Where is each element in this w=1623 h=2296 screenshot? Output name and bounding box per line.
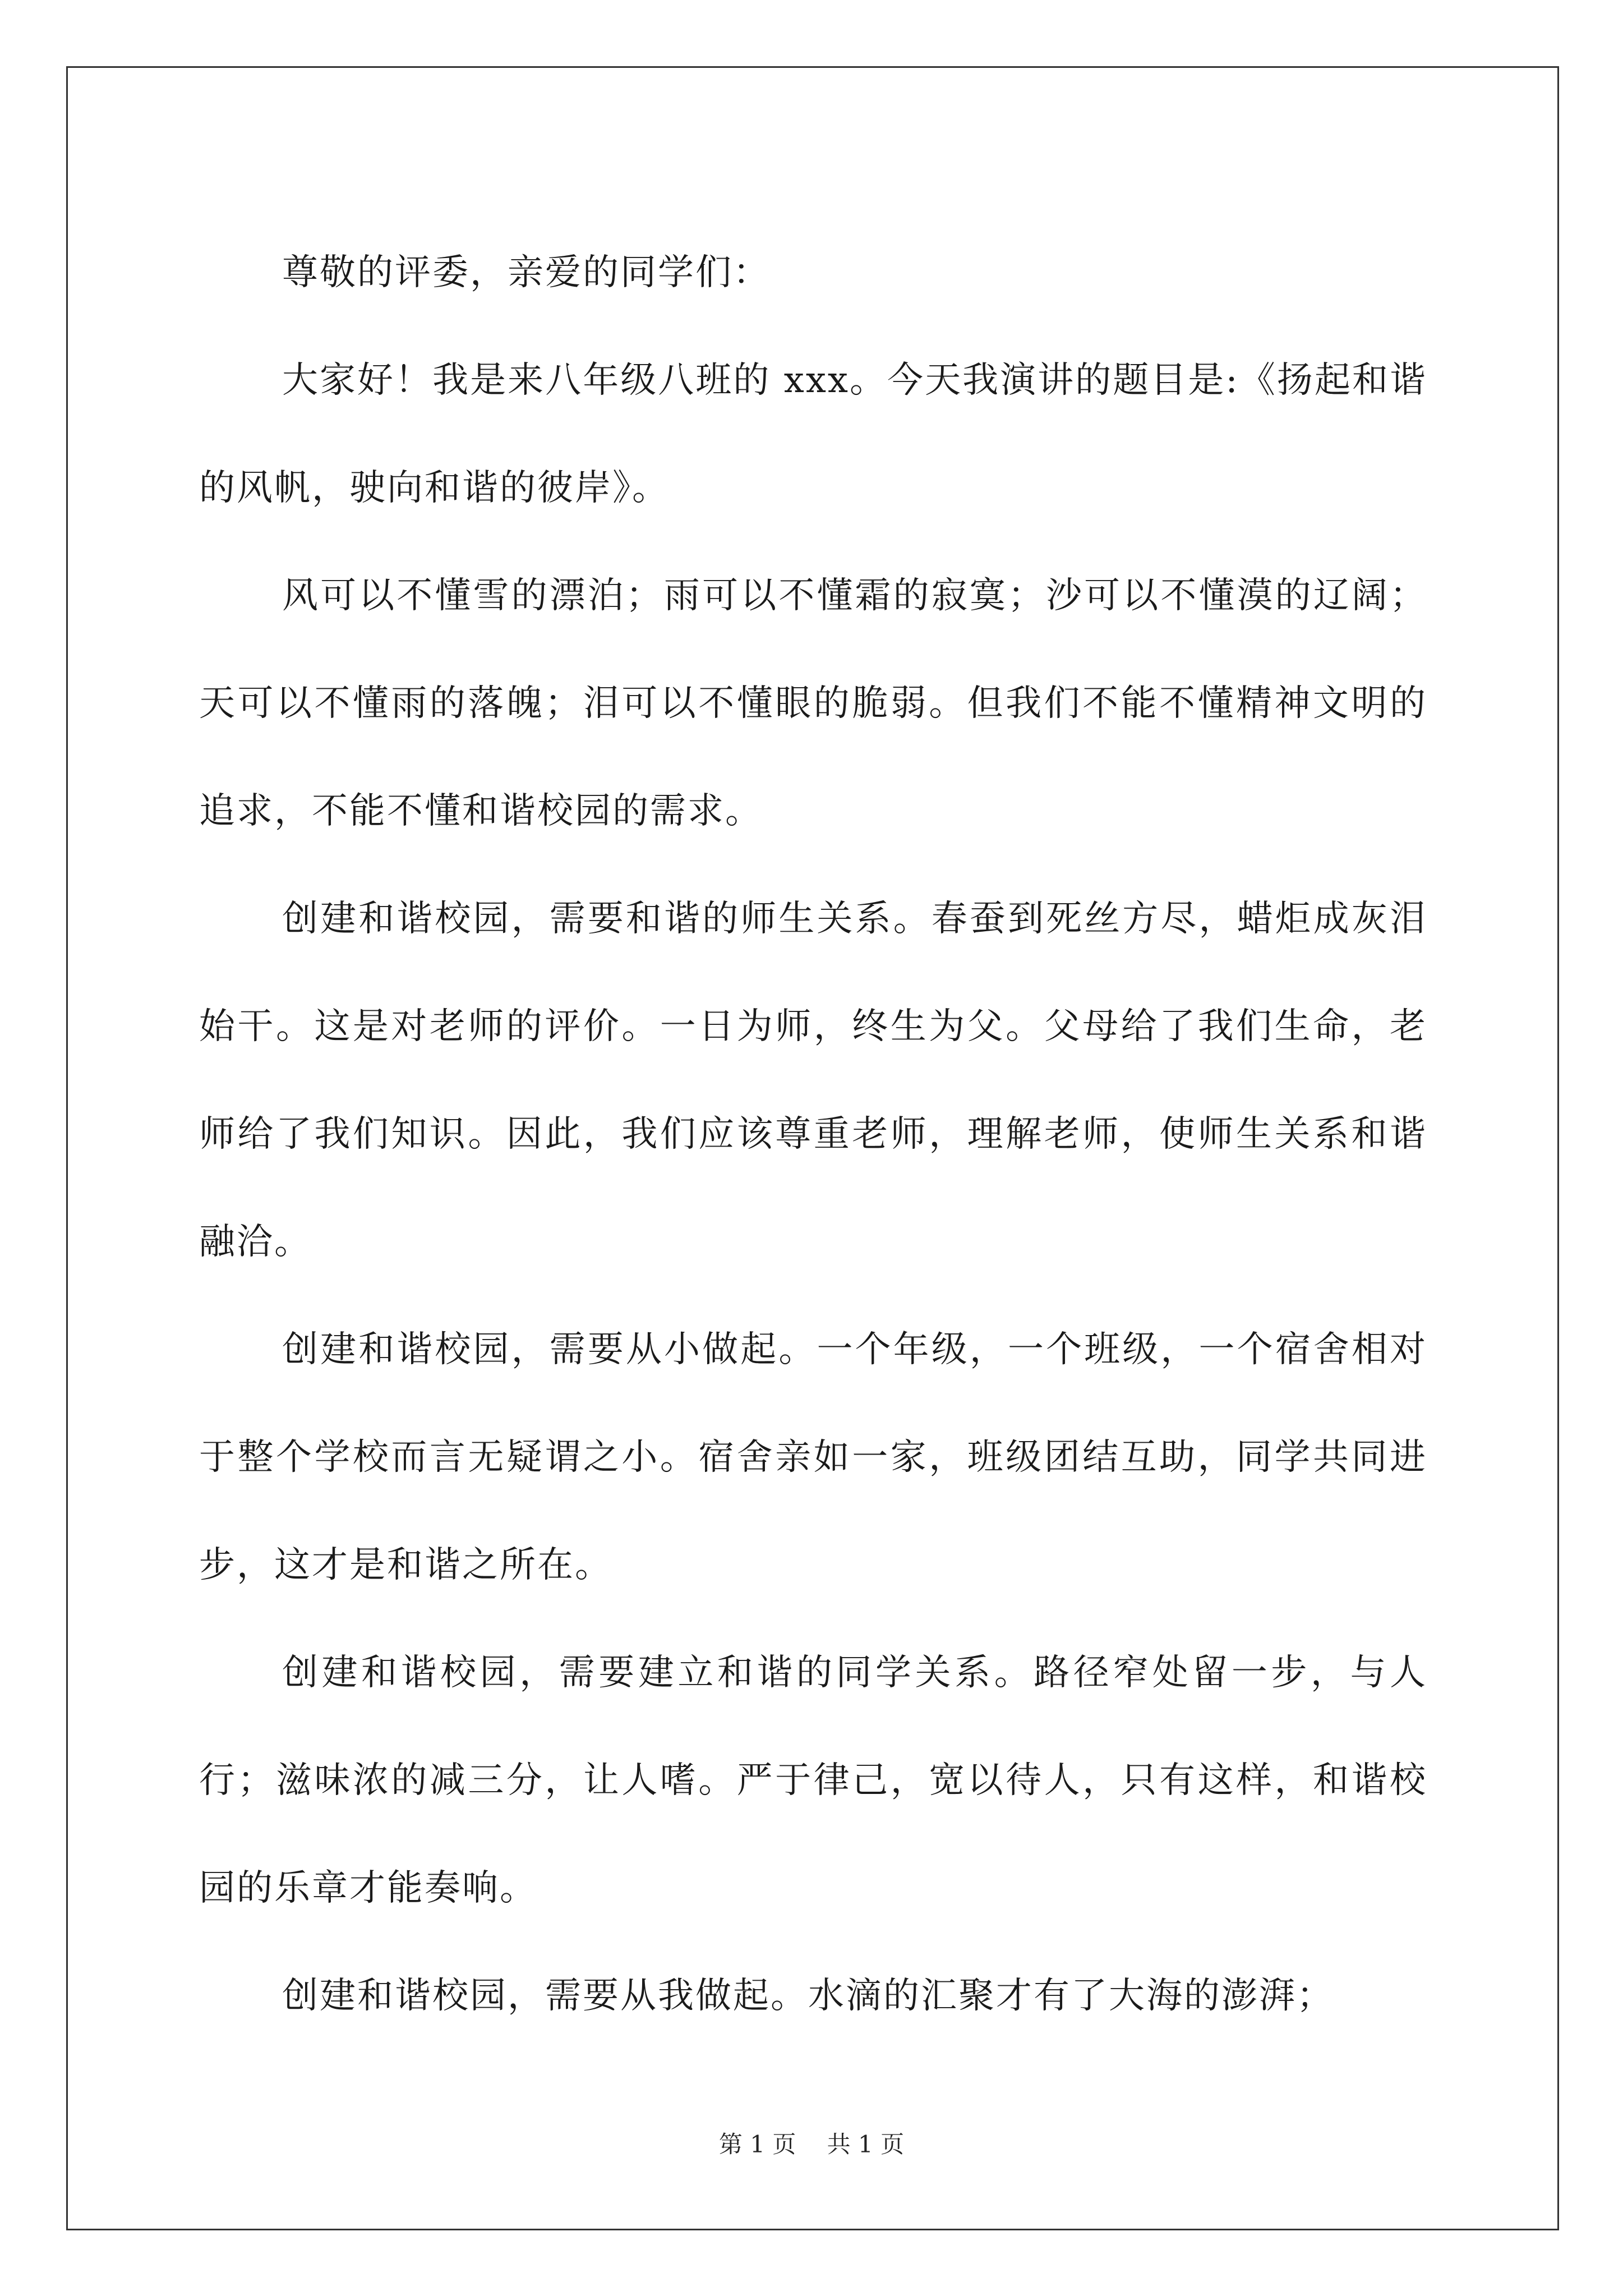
body-paragraph: 大家好！我是来八年级八班的 xxx。今天我演讲的题目是:《扬起和谐的风帆，驶向和谐的彼岸》。 [199,360,1427,509]
salutation-paragraph: 尊敬的评委，亲爱的同学们： [282,252,771,293]
body-paragraph: 创建和谐校园，需要从小做起。一个年级，一个班级，一个宿舍相对于整个学校而言无疑谓之小。宿舍亲如一家，班级团结互助，同学共同进步，这才是和谐之所在。 [199,1329,1427,1586]
document-body [199,219,1427,2050]
page-number-footer: 第 1 页 共 1 页 [718,2131,905,2158]
body-paragraph: 创建和谐校园，需要从我做起。水滴的汇聚才有了大海的澎湃； [282,1975,1334,2017]
body-paragraph: 创建和谐校园，需要和谐的师生关系。春蚕到死丝方尽，蜡炬成灰泪始干。这是对老师的评价。一日为师，终生为父。父母给了我们生命，老师给了我们知识。因此，我们应该尊重老师，理解老师，使师生关系和谐融洽。 [199,898,1427,1263]
body-paragraph: 风可以不懂雪的漂泊；雨可以不懂霜的寂寞；沙可以不懂漠的辽阔；天可以不懂雨的落魄；泪可以不懂眼的脆弱。但我们不能不懂精神文明的追求，不能不懂和谐校园的需求。 [199,575,1427,832]
body-paragraph: 创建和谐校园，需要建立和谐的同学关系。路径窄处留一步，与人行；滋味浓的减三分，让人嗜。严于律己，宽以待人，只有这样，和谐校园的乐章才能奏响。 [199,1652,1427,1909]
